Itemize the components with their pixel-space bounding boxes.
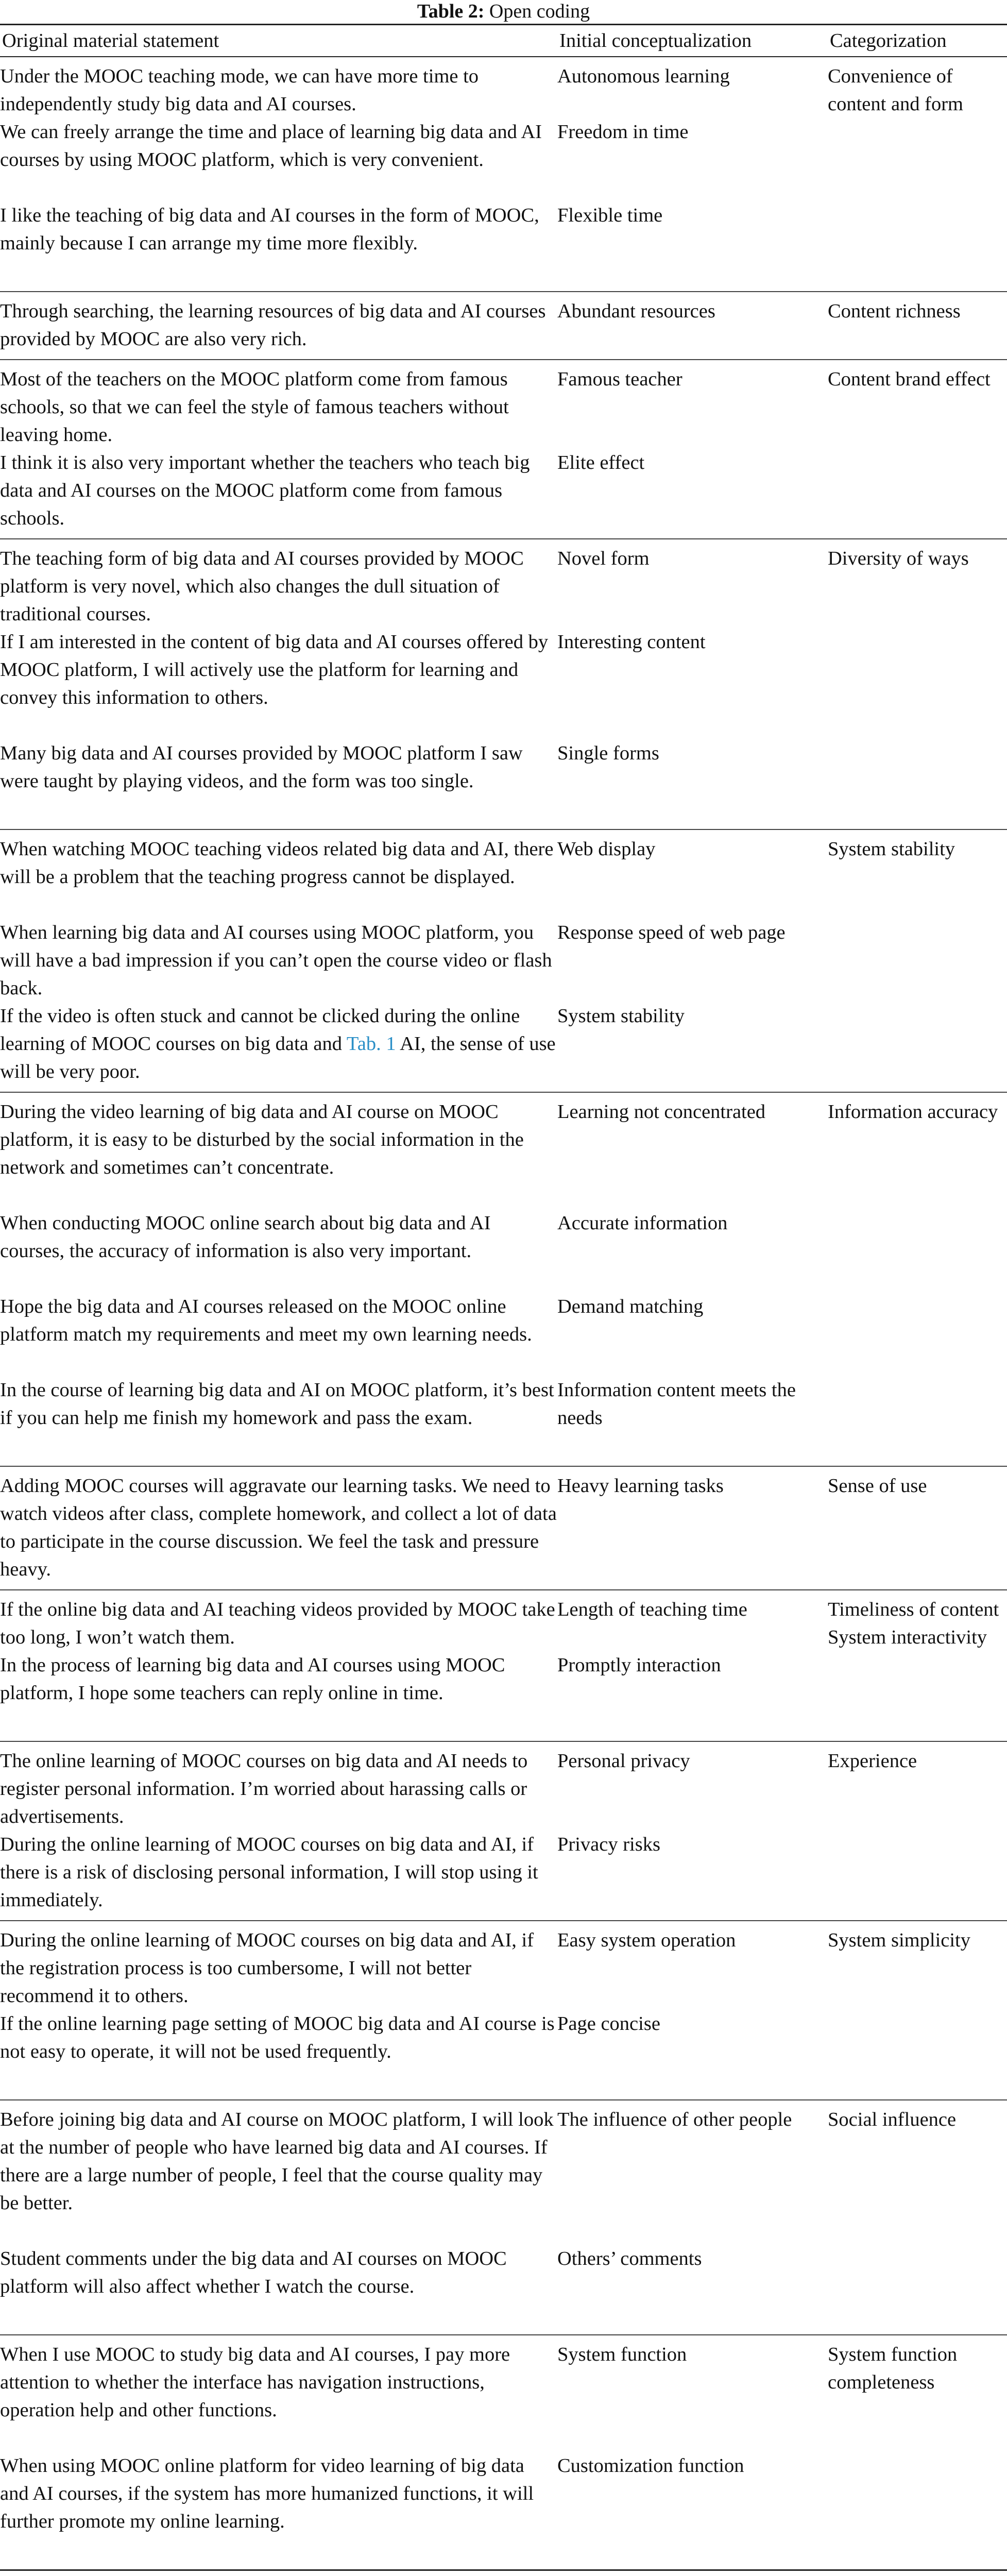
statement-text: If the online learning page setting of MOOC big data and AI course is not easy to operate, it will not be used frequently. <box>0 2012 555 2062</box>
statement-cell <box>0 2100 557 2335</box>
table-row <box>0 2335 1007 2570</box>
category-cell <box>828 1590 1007 1741</box>
concept-text: Accurate information <box>557 1212 728 1234</box>
statement-text: In the course of learning big data and AI on MOOC platform, it’s best if you can help me finish my homework and pass the exam. <box>0 1379 554 1429</box>
statement-text: During the video learning of big data and AI course on MOOC platform, it is easy to be disturbed by the social information in the network and sometimes can’t concentrate. <box>0 1100 524 1178</box>
table-header-row <box>0 25 1007 57</box>
statement-text: The online learning of MOOC courses on big data and AI needs to register personal information. I’m worried about harassing calls or advertisements. <box>0 1750 528 1827</box>
statement-text <box>0 1002 557 1086</box>
category-cell <box>828 539 1007 829</box>
statement-text: Adding MOOC courses will aggravate our learning tasks. We need to watch videos after class, complete homework, and collect a lot of data to participate in the course discussion. We feel the task and pressure heavy. <box>0 1475 557 1580</box>
statement-text: Student comments under the big data and AI courses on MOOC platform will also affect whether I watch the course. <box>0 2247 507 2297</box>
table-row <box>0 1741 1007 1921</box>
statement-cell <box>0 1921 557 2100</box>
category-cell <box>828 2335 1007 2570</box>
category-cell <box>828 57 1007 292</box>
table-row <box>0 360 1007 539</box>
statement-cell <box>0 292 557 360</box>
concept-cell <box>557 360 828 539</box>
concept-cell <box>557 1466 828 1590</box>
category-cell <box>828 829 1007 1092</box>
category-text: System function completeness <box>828 2343 958 2393</box>
concept-text: Easy system operation <box>557 1929 736 1951</box>
concept-text: Freedom in time <box>557 121 689 143</box>
table-row <box>0 1590 1007 1741</box>
concept-cell <box>557 2100 828 2335</box>
table-row <box>0 2100 1007 2335</box>
category-text: Experience <box>828 1750 917 1772</box>
concept-text: Flexible time <box>557 204 663 226</box>
category-cell <box>828 1092 1007 1466</box>
category-text: System interactivity <box>828 1626 987 1648</box>
concept-text: Information content meets the needs <box>557 1379 796 1429</box>
statement-text: I like the teaching of big data and AI courses in the form of MOOC, mainly because I can arrange my time more flexibly. <box>0 204 539 254</box>
table-body <box>0 57 1007 2570</box>
statement-cell <box>0 1590 557 1741</box>
category-text: Diversity of ways <box>828 547 969 569</box>
statement-text: In the process of learning big data and AI courses using MOOC platform, I hope some teachers can reply online in time. <box>0 1654 505 1704</box>
concept-text: System function <box>557 2343 687 2365</box>
concept-text: Others’ comments <box>557 2247 702 2269</box>
concept-cell <box>557 1921 828 2100</box>
category-text: Convenience of content and form <box>828 65 963 115</box>
statement-text: During the online learning of MOOC courses on big data and AI, if there is a risk of disclosing personal information, I will stop using it immediately. <box>0 1833 538 1911</box>
header-category: Categorization <box>828 25 1007 57</box>
statement-text: During the online learning of MOOC courses on big data and AI, if the registration process is too cumbersome, I will not better recommend it to others. <box>0 1929 534 2007</box>
statement-cell <box>0 829 557 1092</box>
category-text: Content brand effect <box>828 368 991 390</box>
category-cell <box>828 1466 1007 1590</box>
statement-text: I think it is also very important whether the teachers who teach big data and AI courses on the MOOC platform come from famous schools. <box>0 451 530 529</box>
statement-cell <box>0 539 557 829</box>
category-cell <box>828 292 1007 360</box>
table-caption <box>0 0 1007 23</box>
concept-text: Autonomous learning <box>557 65 730 87</box>
table-row <box>0 539 1007 829</box>
table-caption-title: Open coding <box>489 1 590 22</box>
open-coding-table <box>0 24 1007 2571</box>
category-text: Timeliness of content <box>828 1598 999 1620</box>
concept-cell <box>557 57 828 292</box>
table-reference-link[interactable]: Tab. 1 <box>346 1032 396 1055</box>
header-statement: Original material statement <box>0 25 557 57</box>
statement-text: If I am interested in the content of big data and AI courses offered by MOOC platform, I will actively use the platform for learning and convey this information to others. <box>0 631 549 708</box>
concept-text: Demand matching <box>557 1295 704 1317</box>
concept-text: Elite effect <box>557 451 645 473</box>
statement-text: The teaching form of big data and AI courses provided by MOOC platform is very novel, which also changes the dull situation of traditional courses. <box>0 547 524 625</box>
concept-cell <box>557 2335 828 2570</box>
concept-cell <box>557 292 828 360</box>
concept-text: Personal privacy <box>557 1750 690 1772</box>
concept-cell <box>557 1590 828 1741</box>
table-row <box>0 1921 1007 2100</box>
statement-text: If the online big data and AI teaching videos provided by MOOC take too long, I won’t watch them. <box>0 1598 555 1648</box>
table-row <box>0 57 1007 292</box>
statement-text: When using MOOC online platform for video learning of big data and AI courses, if the system has more humanized functions, it will further promote my online learning. <box>0 2454 534 2532</box>
table-row <box>0 1092 1007 1466</box>
statement-text: When learning big data and AI courses using MOOC platform, you will have a bad impression if you can’t open the course video or flash back. <box>0 921 552 999</box>
concept-text: System stability <box>557 1005 685 1027</box>
statement-text: Most of the teachers on the MOOC platform come from famous schools, so that we can feel the style of famous teachers without leaving home. <box>0 368 509 446</box>
concept-cell <box>557 829 828 1092</box>
statement-cell <box>0 2335 557 2570</box>
category-text: Sense of use <box>828 1475 927 1497</box>
concept-text: Interesting content <box>557 631 706 653</box>
concept-text: Privacy risks <box>557 1833 660 1855</box>
statement-text: Hope the big data and AI courses released on the MOOC online platform match my requirements and meet my own learning needs. <box>0 1295 532 1345</box>
header-concept: Initial conceptualization <box>557 25 828 57</box>
concept-text: Abundant resources <box>557 300 715 322</box>
concept-text: Learning not concentrated <box>557 1100 766 1123</box>
concept-text: Promptly interaction <box>557 1654 721 1676</box>
concept-text: Customization function <box>557 2454 744 2477</box>
category-cell <box>828 2100 1007 2335</box>
concept-text: Length of teaching time <box>557 1598 747 1620</box>
statement-text: When watching MOOC teaching videos related big data and AI, there will be a problem that the teaching progress cannot be displayed. <box>0 838 554 888</box>
concept-text: Famous teacher <box>557 368 682 390</box>
table-row <box>0 1466 1007 1590</box>
category-text: Content richness <box>828 300 961 322</box>
category-cell <box>828 360 1007 539</box>
concept-text: The influence of other people <box>557 2108 792 2130</box>
table-row <box>0 292 1007 360</box>
category-text: System stability <box>828 838 955 860</box>
concept-text: Single forms <box>557 742 659 764</box>
category-text: System simplicity <box>828 1929 971 1951</box>
statement-cell <box>0 57 557 292</box>
concept-text: Page concise <box>557 2012 660 2035</box>
concept-cell <box>557 1741 828 1921</box>
table-row <box>0 829 1007 1092</box>
statement-text: Many big data and AI courses provided by MOOC platform I saw were taught by playing videos, and the form was too single. <box>0 742 523 792</box>
statement-cell <box>0 1092 557 1466</box>
statement-text: Before joining big data and AI course on MOOC platform, I will look at the number of people who have learned big data and AI courses. If there are a large number of people, I feel that the course quality may be better. <box>0 2108 554 2214</box>
statement-text: Under the MOOC teaching mode, we can have more time to independently study big data and AI courses. <box>0 65 479 115</box>
concept-text: Web display <box>557 838 656 860</box>
table-caption-label: Table 2: <box>417 1 485 22</box>
concept-cell <box>557 539 828 829</box>
statement-cell <box>0 1466 557 1590</box>
concept-text: Novel form <box>557 547 650 569</box>
category-cell <box>828 1741 1007 1921</box>
statement-cell <box>0 360 557 539</box>
category-text: Information accuracy <box>828 1100 998 1123</box>
statement-text: When I use MOOC to study big data and AI courses, I pay more attention to whether the interface has navigation instructions, operation help and other functions. <box>0 2343 510 2421</box>
concept-text: Response speed of web page <box>557 921 786 943</box>
category-text: Social influence <box>828 2108 957 2130</box>
statement-text-part: If the video is often stuck and cannot be clicked during the online learning of MOOC courses on big data and <box>0 1005 520 1055</box>
concept-cell <box>557 1092 828 1466</box>
statement-text-part: AI, the sense of use will be very poor. <box>0 1032 556 1082</box>
statement-text: When conducting MOOC online search about big data and AI courses, the accuracy of information is also very important. <box>0 1212 491 1262</box>
statement-text: Through searching, the learning resources of big data and AI courses provided by MOOC are also very rich. <box>0 300 546 350</box>
statement-cell <box>0 1741 557 1921</box>
concept-text: Heavy learning tasks <box>557 1475 724 1497</box>
category-cell <box>828 1921 1007 2100</box>
statement-text: We can freely arrange the time and place of learning big data and AI courses by using MOOC platform, which is very convenient. <box>0 121 542 171</box>
